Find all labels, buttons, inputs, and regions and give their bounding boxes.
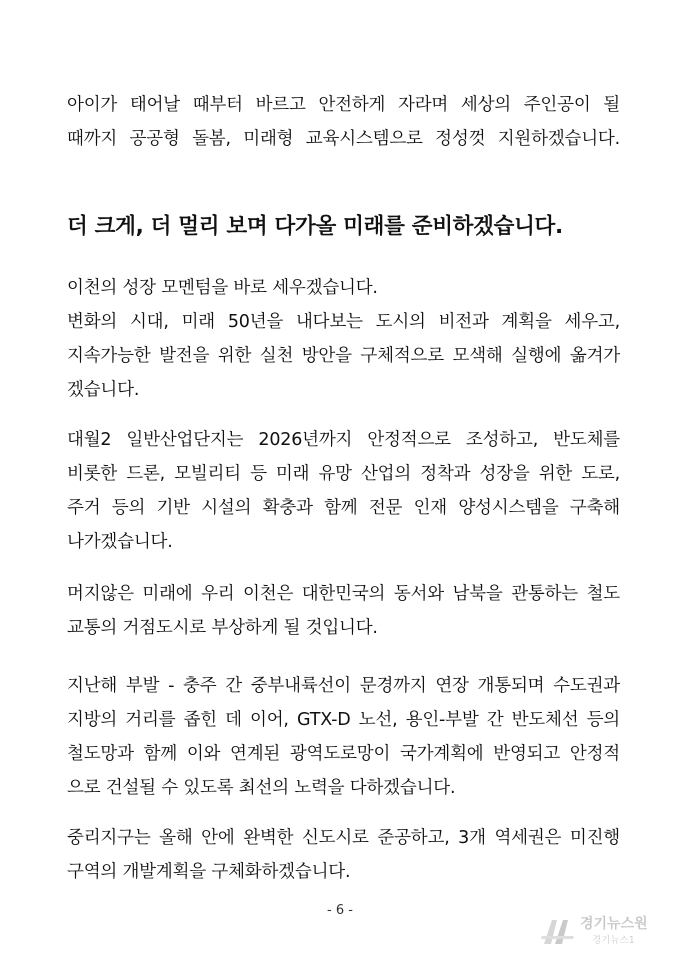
text-line: 지방의 거리를 좁힌 데 이어, GTX-D 노선, 용인-부발 간 반도체선 등의 (67, 710, 620, 730)
text-line: 대월2 일반산업단지는 2026년까지 안정적으로 조성하고, 반도체를 (67, 430, 620, 450)
text-line: 아이가 태어날 때부터 바르고 안전하게 자라며 세상의 주인공이 될 (67, 95, 620, 115)
text-line: 지난해 부발 - 충주 간 중부내륙선이 문경까지 연장 개통되며 수도권과 (67, 676, 620, 696)
text-line: 철도망과 함께 이와 연계된 광역도로망이 국가계획에 반영되고 안정적 (67, 744, 620, 764)
text-line: 나가겠습니다. (67, 532, 173, 552)
text-line: 으로 건설될 수 있도록 최선의 노력을 다하겠습니다. (67, 778, 456, 798)
text-line: 때까지 공공형 돌봄, 미래형 교육시스템으로 정성껏 지원하겠습니다. (67, 129, 620, 149)
text-line: 구역의 개발계획을 구체화하겠습니다. (67, 862, 351, 882)
page-number: - 6 - (327, 903, 353, 918)
text-line: 겠습니다. (67, 380, 140, 400)
text-line: 지속가능한 발전을 위한 실천 방안을 구체적으로 모색해 실행에 옮겨가 (67, 346, 620, 366)
watermark-subtitle: 경기뉴스1 (592, 935, 635, 946)
text-line: 중리지구는 올해 안에 완벽한 신도시로 준공하고, 3개 역세권은 미진행 (67, 828, 620, 848)
paragraph-growth-momentum (67, 271, 620, 407)
text-line: 이천의 성장 모멘텀을 바로 세우겠습니다. (67, 278, 378, 298)
text-line: 머지않은 미래에 우리 이천은 대한민국의 동서와 남북을 관통하는 철도 (67, 584, 620, 604)
news-watermark (540, 910, 672, 954)
paragraph-railway-hub (67, 577, 620, 645)
paragraph-childcare (67, 88, 620, 156)
text-line: 교통의 거점도시로 부상하게 될 것입니다. (67, 618, 378, 638)
paragraph-transport-network (67, 669, 620, 805)
news-logo-icon (540, 914, 576, 946)
paragraph-industrial-complex (67, 423, 620, 559)
text-line: 주거 등의 기반 시설의 확충과 함께 전문 인재 양성시스템을 구축해 (67, 498, 620, 518)
paragraph-jungri-district (67, 821, 620, 889)
section-heading: 더 크게, 더 멀리 보며 다가올 미래를 준비하겠습니다. (67, 214, 563, 239)
text-line: 비롯한 드론, 모빌리티 등 미래 유망 산업의 정착과 성장을 위한 도로, (67, 464, 620, 484)
text-line: 변화의 시대, 미래 50년을 내다보는 도시의 비전과 계획을 세우고, (67, 312, 620, 332)
watermark-title: 경기뉴스원 (580, 916, 648, 932)
